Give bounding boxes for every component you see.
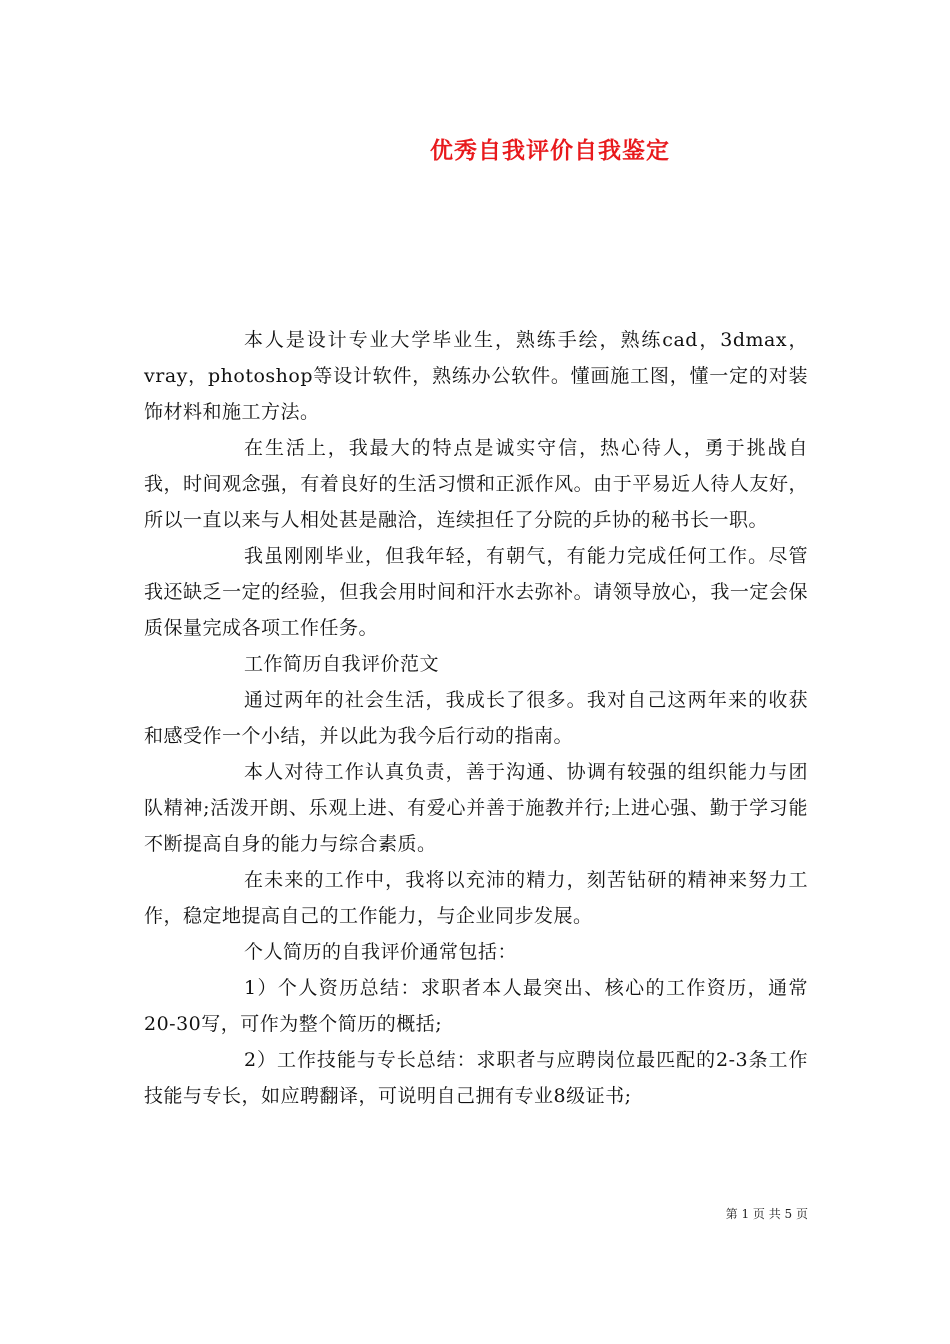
paragraph-graduate: 我虽刚刚毕业，但我年轻，有朝气，有能力完成任何工作。尽管我还缺乏一定的经验，但我会用时间和汗水去弥补。请领导放心，我一定会保质保量完成各项工作任务。 — [144, 545, 808, 639]
document-title: 优秀自我评价自我鉴定 — [430, 137, 670, 164]
document-body — [144, 322, 808, 1114]
paragraph-intro: 本人是设计专业大学毕业生，熟练手绘，熟练cad，3dmax，vray，photoshop等设计软件，熟练办公软件。懂画施工图，懂一定的对装饰材料和施工方法。 — [144, 329, 808, 423]
paragraph-item-1: 1）个人资历总结：求职者本人最突出、核心的工作资历，通常20-30写，可作为整个简历的概括; — [144, 977, 808, 1035]
paragraph-attitude: 本人对待工作认真负责，善于沟通、协调有较强的组织能力与团队精神;活泼开朗、乐观上进、有爱心并善于施教并行;上进心强、勤于学习能不断提高自身的能力与综合素质。 — [144, 761, 808, 855]
paragraph-growth: 通过两年的社会生活，我成长了很多。我对自己这两年来的收获和感受作一个小结，并以此为我今后行动的指南。 — [144, 689, 808, 747]
paragraph-subheading: 工作简历自我评价范文 — [244, 653, 440, 675]
paragraph-resume-intro: 个人简历的自我评价通常包括： — [244, 941, 518, 963]
paragraph-future: 在未来的工作中，我将以充沛的精力，刻苦钻研的精神来努力工作，稳定地提高自己的工作能力，与企业同步发展。 — [144, 869, 808, 927]
page-footer: 第 1 页 共 5 页 — [725, 1207, 808, 1221]
paragraph-item-2: 2）工作技能与专长总结：求职者与应聘岗位最匹配的2-3条工作技能与专长，如应聘翻译，可说明自己拥有专业8级证书; — [144, 1049, 808, 1107]
paragraph-life: 在生活上，我最大的特点是诚实守信，热心待人，勇于挑战自我，时间观念强，有着良好的生活习惯和正派作风。由于平易近人待人友好，所以一直以来与人相处甚是融洽，连续担任了分院的乒协的秘书长一职。 — [144, 437, 808, 531]
